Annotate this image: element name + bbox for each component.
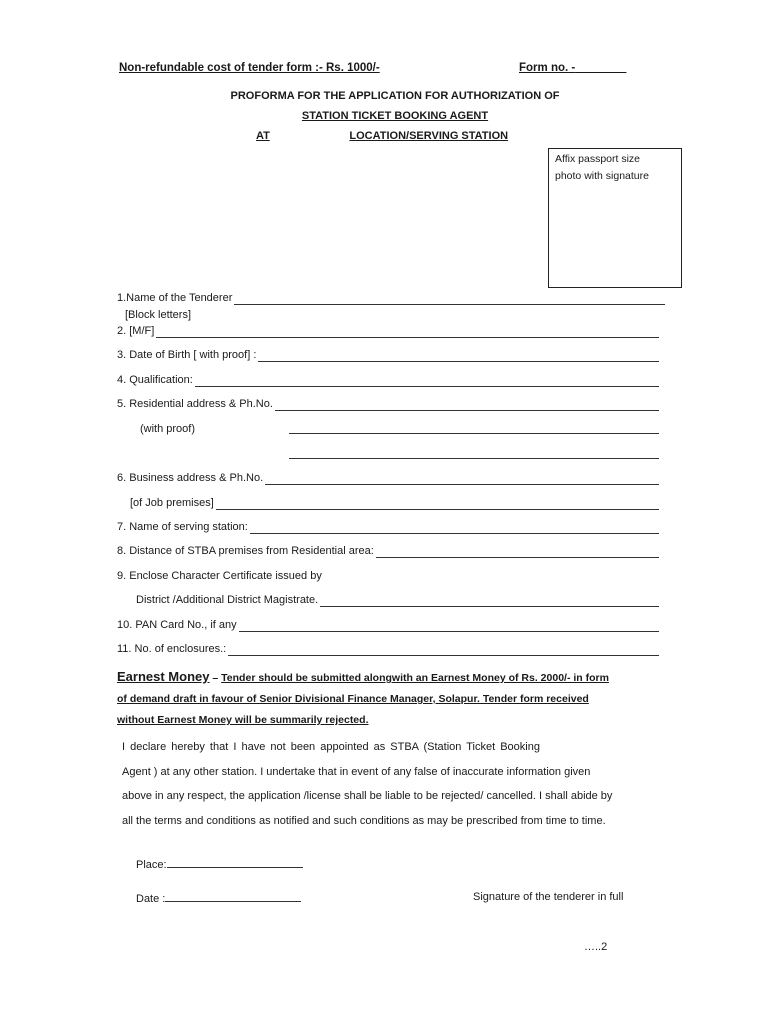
earnest-text-line2: of demand draft in favour of Senior Divisional Finance Manager, Solapur. Tender form received <box>117 693 589 705</box>
place-line[interactable] <box>167 857 303 868</box>
proforma-title-line1: PROFORMA FOR THE APPLICATION FOR AUTHORIZATION OF <box>230 90 560 102</box>
earnest-heading: Earnest Money <box>117 669 210 684</box>
tenderer-name-label: 1.Name of the Tenderer <box>117 292 233 304</box>
residential-address-line3[interactable] <box>289 458 659 459</box>
qualification-field[interactable] <box>117 374 659 387</box>
serving-station-field[interactable] <box>117 521 659 534</box>
tenderer-name-field[interactable] <box>117 292 665 305</box>
earnest-text-line3: without Earnest Money will be summarily rejected. <box>117 714 369 726</box>
earnest-money-section <box>117 666 672 731</box>
dob-field[interactable] <box>117 349 659 362</box>
photo-box[interactable] <box>548 148 682 288</box>
pan-card-label: 10. PAN Card No., if any <box>117 619 237 631</box>
earnest-dash: – <box>209 672 222 684</box>
earnest-line1 <box>117 666 672 689</box>
distance-label: 8. Distance of STBA premises from Residential area: <box>117 545 374 557</box>
tender-cost-text: Non-refundable cost of tender form :- Rs. 1000/- <box>119 62 380 74</box>
date-line[interactable] <box>165 891 301 902</box>
with-proof-note: (with proof) <box>140 423 196 435</box>
business-address-label: 6. Business address & Ph.No. <box>117 472 264 484</box>
declaration-line4: all the terms and conditions as notified and such conditions as may be prescribed from time to time. <box>122 815 606 827</box>
proforma-title-line3 <box>256 130 508 142</box>
job-premises-field[interactable] <box>130 497 659 510</box>
business-address-field[interactable] <box>117 472 659 485</box>
earnest-text-line1: Tender should be submitted alongwith an Earnest Money of Rs. 2000/- in form <box>221 672 609 684</box>
declaration-line3: above in any respect, the application /license shall be liable to be rejected/ cancelled. I shall abide by <box>122 790 613 802</box>
magistrate-label: District /Additional District Magistrate. <box>136 594 319 606</box>
distance-line[interactable] <box>376 547 659 558</box>
serving-station-line[interactable] <box>250 523 659 534</box>
magistrate-line[interactable] <box>320 596 659 607</box>
title-location-label: LOCATION/SERVING STATION <box>349 130 509 142</box>
form-number-label: Form no. - <box>519 62 576 74</box>
photo-instruction-line1: Affix passport size <box>555 153 641 165</box>
date-label: Date : <box>136 893 166 905</box>
residential-address-line2[interactable] <box>289 433 659 434</box>
job-premises-label: [of Job premises] <box>130 497 214 509</box>
magistrate-field[interactable] <box>136 594 659 607</box>
title-at-label: AT <box>256 130 270 142</box>
form-number-blank: ________ <box>575 62 627 74</box>
character-certificate-label: 9. Enclose Character Certificate issued by <box>117 570 322 582</box>
tenderer-name-line[interactable] <box>234 294 665 305</box>
form-number <box>519 62 626 74</box>
job-premises-line[interactable] <box>216 499 659 510</box>
dob-line[interactable] <box>258 351 659 362</box>
declaration-line2: Agent ) at any other station. I undertake that in event of any false of inaccurate information given <box>122 766 591 778</box>
pan-card-field[interactable] <box>117 619 659 632</box>
pan-card-line[interactable] <box>239 621 659 632</box>
serving-station-label: 7. Name of serving station: <box>117 521 248 533</box>
photo-instruction-line2: photo with signature <box>555 170 649 182</box>
residential-address-field[interactable] <box>117 398 659 411</box>
proforma-title-line2: STATION TICKET BOOKING AGENT <box>301 110 489 122</box>
dob-label: 3. Date of Birth [ with proof] : <box>117 349 257 361</box>
business-address-line[interactable] <box>265 474 659 485</box>
residential-address-label: 5. Residential address & Ph.No. <box>117 398 273 410</box>
declaration-line1: I declare hereby that I have not been appointed as STBA (Station Ticket Booking <box>122 741 540 753</box>
title-at-blank: _____________ <box>269 130 350 142</box>
block-letters-note: [Block letters] <box>125 309 192 321</box>
gender-label: 2. [M/F] <box>117 325 155 337</box>
residential-address-line[interactable] <box>275 400 659 411</box>
place-field[interactable] <box>136 857 303 871</box>
enclosures-field[interactable] <box>117 643 659 656</box>
place-label: Place: <box>136 859 167 871</box>
signature-label: Signature of the tenderer in full <box>473 891 624 903</box>
page-continuation: …..2 <box>584 941 608 953</box>
date-field[interactable] <box>136 891 301 905</box>
gender-line[interactable] <box>156 327 659 338</box>
enclosures-label: 11. No. of enclosures.: <box>117 643 227 655</box>
distance-field[interactable] <box>117 545 659 558</box>
enclosures-line[interactable] <box>228 645 659 656</box>
qualification-label: 4. Qualification: <box>117 374 193 386</box>
qualification-line[interactable] <box>195 376 659 387</box>
gender-field[interactable] <box>117 325 659 338</box>
